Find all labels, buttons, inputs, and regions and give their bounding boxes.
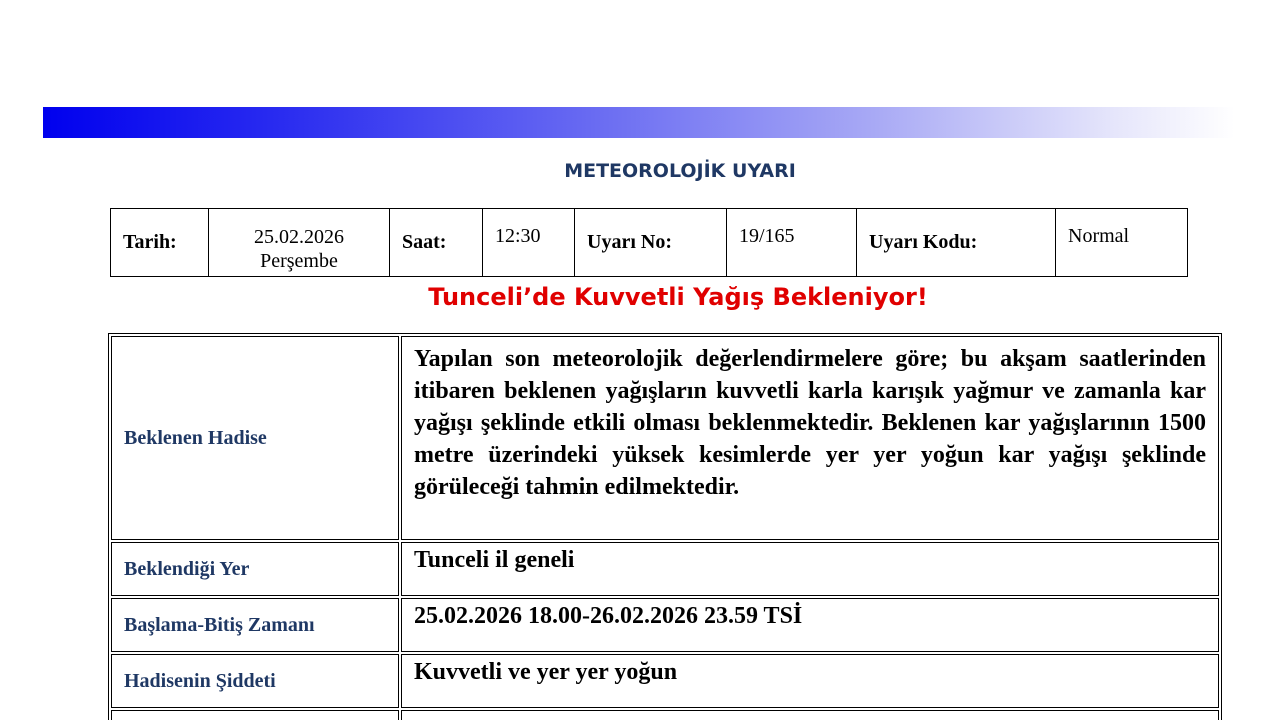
document-title: METEOROLOJİK UYARI (564, 160, 796, 182)
date-value: 25.02.2026 (254, 226, 344, 248)
location-value: Tunceli il geneli (401, 542, 1219, 596)
severity-value: Kuvvetli ve yer yer yoğun (401, 654, 1219, 708)
warning-no-value: 19/165 (727, 209, 857, 277)
timeframe-value: 25.02.2026 18.00-26.02.2026 23.59 TSİ (401, 598, 1219, 652)
location-label: Beklendiği Yer (111, 542, 399, 596)
time-value: 12:30 (483, 209, 575, 277)
date-label: Tarih: (111, 209, 209, 277)
detail-row-timeframe (111, 598, 1219, 652)
warning-info-row (111, 209, 1188, 277)
timeframe-label: Başlama-Bitiş Zamanı (111, 598, 399, 652)
header-gradient-bar (43, 107, 1235, 138)
date-cell (209, 209, 390, 277)
warning-no-label: Uyarı No: (575, 209, 727, 277)
severity-label: Hadisenin Şiddeti (111, 654, 399, 708)
detail-row-location (111, 542, 1219, 596)
continued-label (111, 710, 399, 720)
event-label: Beklenen Hadise (111, 336, 399, 540)
warning-headline: Tunceli’de Kuvvetli Yağış Bekleniyor! (428, 283, 928, 311)
event-description: Yapılan son meteorolojik değerlendirmelere göre; bu akşam saatlerinden itibaren beklenen yağışların kuvvetli karla karışık yağmur ve zamanla kar yağışı şeklinde etkili olması beklenmektedir. Beklenen kar yağışlarının 1500 metre üzerindeki yüksek kesimlerde yer yer yoğun kar yağışı şeklinde görüleceği tahmin edilmektedir. (401, 336, 1219, 540)
warning-code-label: Uyarı Kodu: (857, 209, 1056, 277)
time-label: Saat: (390, 209, 483, 277)
detail-row-continued (111, 710, 1219, 720)
warning-details-table (108, 333, 1222, 720)
detail-row-event (111, 336, 1219, 540)
day-value: Perşembe (260, 250, 338, 272)
continued-value (401, 710, 1219, 720)
warning-info-table (110, 208, 1188, 277)
warning-code-value: Normal (1056, 209, 1188, 277)
detail-row-severity (111, 654, 1219, 708)
